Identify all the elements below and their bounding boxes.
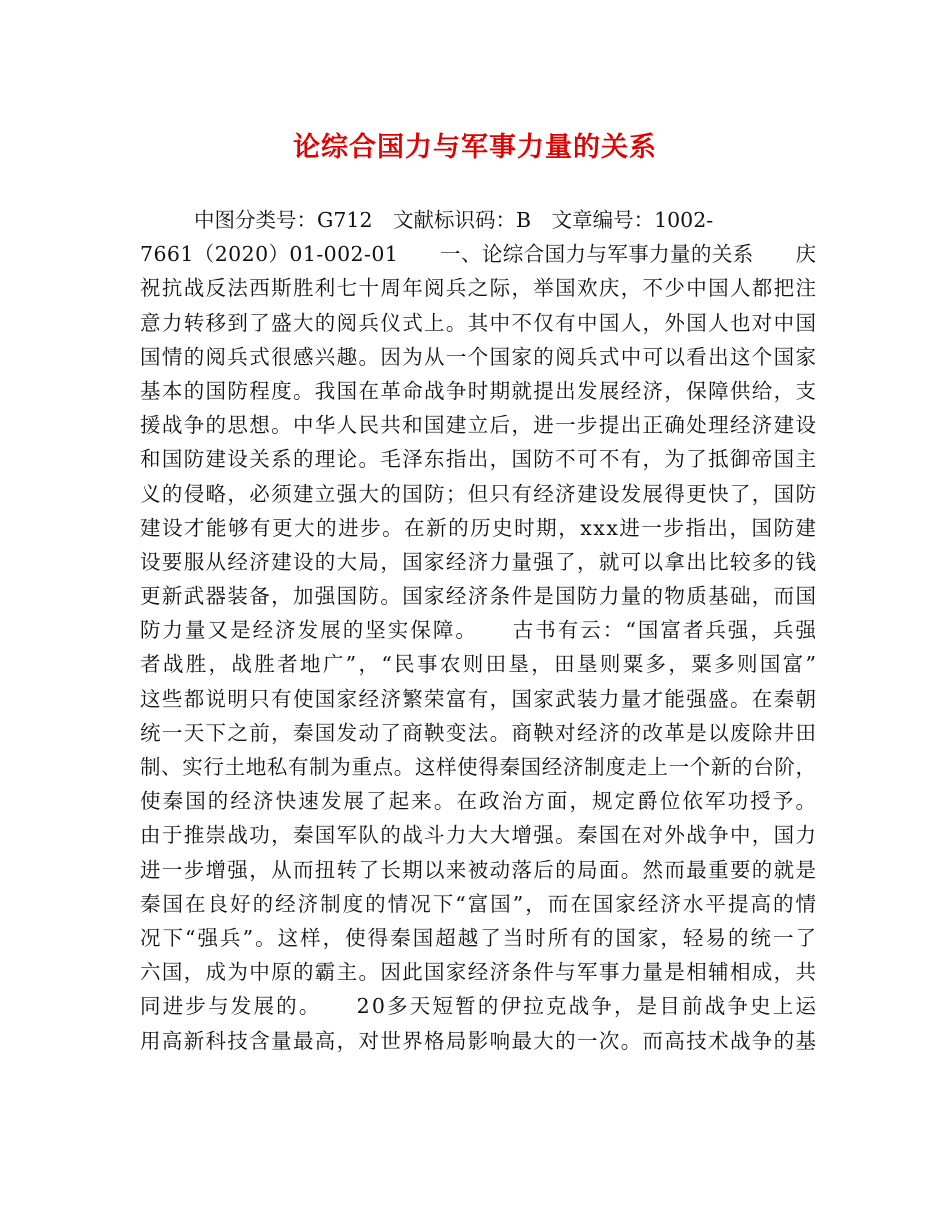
body-line: 制、实行土地私有制为重点。这样使得秦国经济制度走上一个新的台阶， bbox=[140, 755, 817, 779]
document-title: 论综合国力与军事力量的关系 bbox=[293, 132, 657, 163]
body-line: 援战争的思想。中华人民共和国建立后，进一步提出正确处理经济建设 bbox=[140, 413, 818, 438]
body-line: 防力量又是经济发展的坚实保障。 古书有云：“国富者兵强，兵强 bbox=[140, 618, 819, 643]
body-line: 7661（2020）01-002-01 一、论综合国力与军事力量的关系 庆 bbox=[140, 242, 817, 267]
body-line: 用高新科技含量最高，对世界格局影响最大的一次。而高技术战争的基 bbox=[140, 1028, 818, 1053]
body-line: 六国，成为中原的霸主。因此国家经济条件与军事力量是相辅相成，共 bbox=[140, 960, 818, 985]
body-line: 者战胜，战胜者地广”，“民事农则田垦，田垦则粟多，粟多则国富” bbox=[140, 652, 819, 677]
body-line: 更新武器装备，加强国防。国家经济条件是国防力量的物质基础，而国 bbox=[140, 584, 818, 609]
body-line: 使秦国的经济快速发展了起来。在政治方面，规定爵位依军功授予。 bbox=[140, 789, 819, 814]
body-line: 和国防建设关系的理论。毛泽东指出，国防不可不有，为了抵御帝国主 bbox=[140, 447, 818, 472]
body-line: 由于推崇战功，秦国军队的战斗力大大增强。秦国在对外战争中，国力 bbox=[140, 823, 818, 848]
body-line: 基本的国防程度。我国在革命战争时期就提出发展经济，保障供给，支 bbox=[140, 378, 818, 403]
body-line: 这些都说明只有使国家经济繁荣富有，国家武装力量才能强盛。在秦朝 bbox=[140, 686, 818, 711]
body-line: 同进步与发展的。 20多天短暂的伊拉克战争，是目前战争史上运 bbox=[140, 994, 819, 1019]
body-line: 中图分类号：G712 文献标识码：B 文章编号：1002- bbox=[194, 208, 714, 232]
body-line: 统一天下之前，秦国发动了商鞅变法。商鞅对经济的改革是以废除井田 bbox=[140, 720, 818, 745]
body-line: 国情的阅兵式很感兴趣。因为从一个国家的阅兵式中可以看出这个国家 bbox=[140, 344, 818, 369]
body-line: 进一步增强，从而扭转了长期以来被动落后的局面。然而最重要的就是 bbox=[140, 857, 818, 882]
document-body bbox=[140, 203, 819, 1058]
body-line: 建设才能够有更大的进步。在新的历史时期，xxx进一步指出，国防建 bbox=[140, 515, 818, 540]
body-line: 意力转移到了盛大的阅兵仪式上。其中不仅有中国人，外国人也对中国 bbox=[140, 310, 818, 335]
body-line: 秦国在良好的经济制度的情况下“富国”，而在国家经济水平提高的情 bbox=[140, 891, 819, 916]
body-line: 祝抗战反法西斯胜利七十周年阅兵之际，举国欢庆，不少中国人都把注 bbox=[140, 276, 818, 301]
body-line: 设要服从经济建设的大局，国家经济力量强了，就可以拿出比较多的钱 bbox=[140, 549, 818, 574]
body-line: 义的侵略，必须建立强大的国防；但只有经济建设发展得更快了，国防 bbox=[140, 481, 818, 506]
body-line: 况下“强兵”。这样，使得秦国超越了当时所有的国家，轻易的统一了 bbox=[140, 925, 819, 950]
